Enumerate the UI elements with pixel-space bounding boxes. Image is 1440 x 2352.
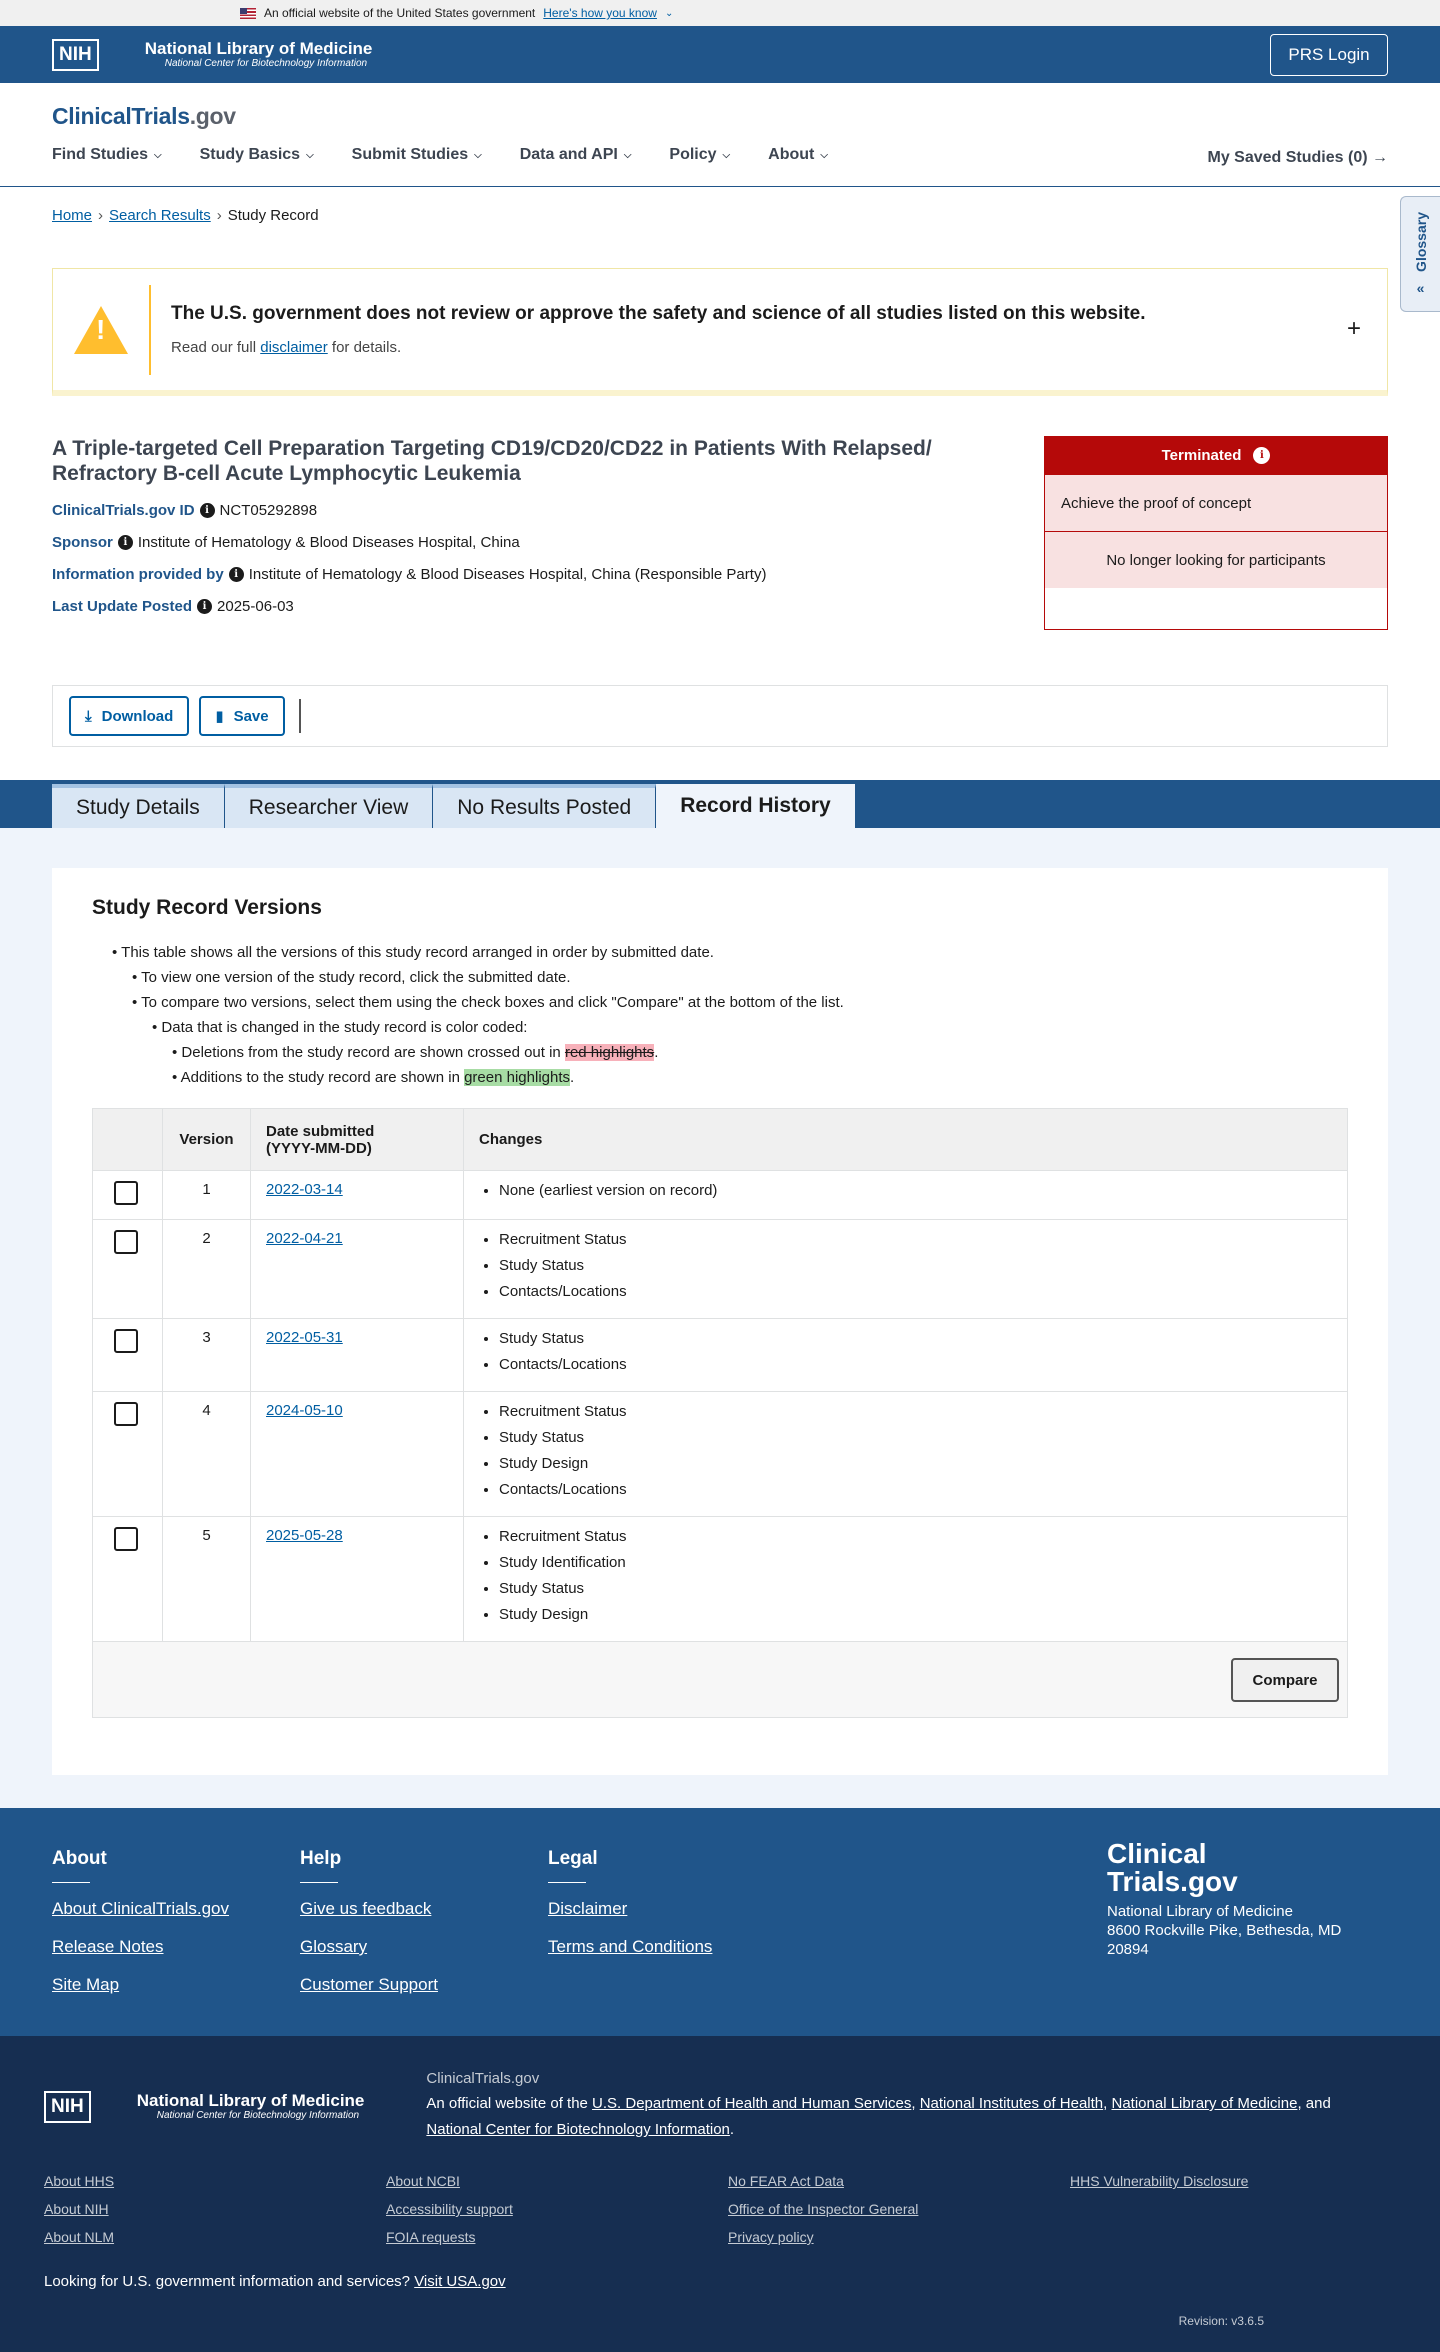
footer-help — [300, 1848, 548, 1996]
tab-researcher-view[interactable]: Researcher View — [225, 784, 434, 828]
footer-link[interactable]: Privacy policy — [728, 2229, 814, 2245]
usa-gov-line: Looking for U.S. government information and services? Visit USA.gov — [44, 2273, 506, 2290]
footer-link[interactable]: Terms and Conditions — [548, 1937, 713, 1956]
change-item: • Study Identification — [499, 1553, 1332, 1572]
footer-link[interactable]: Disclaimer — [548, 1899, 628, 1918]
nih-header — [0, 26, 1440, 83]
official-statement: An official website of the U.S. Department of Health and Human Services, National Institutes of Health, National Library of Medicine, and National Center for Biotechnology Information. — [426, 2095, 1331, 2138]
chevron-down-icon: ⌄ — [664, 7, 674, 19]
ncbi-subtitle: National Center for Biotechnology Information — [156, 2110, 360, 2121]
version-number: 3 — [163, 1319, 251, 1392]
tab-record-history[interactable]: Record History — [656, 784, 856, 828]
info-icon[interactable]: i — [229, 567, 244, 582]
date-header: Date submitted (YYYY-MM-DD) — [251, 1109, 464, 1171]
change-item: • Recruitment Status — [499, 1402, 1332, 1421]
version-checkbox[interactable] — [114, 1329, 138, 1353]
change-item: • Study Status — [499, 1329, 1332, 1348]
footer-link[interactable]: About ClinicalTrials.gov — [52, 1899, 229, 1918]
my-saved-studies-link[interactable]: My Saved Studies (0) → — [1207, 149, 1388, 166]
footer-heading: About — [52, 1848, 90, 1883]
footer-link[interactable]: Accessibility support — [386, 2201, 513, 2217]
change-item: • Recruitment Status — [499, 1527, 1332, 1546]
chevron-down-icon: ⌵ — [623, 149, 632, 161]
heres-how-you-know-link[interactable]: Here's how you know — [543, 6, 657, 20]
change-item: • Recruitment Status — [499, 1230, 1332, 1249]
version-number: 4 — [163, 1392, 251, 1517]
table-row — [93, 1171, 1348, 1220]
nav-submit-studies[interactable]: Submit Studies ⌵ — [351, 146, 482, 163]
version-checkbox[interactable] — [114, 1402, 138, 1426]
main-nav — [52, 146, 1388, 164]
change-item: • Contacts/Locations — [499, 1480, 1332, 1499]
nav-study-basics[interactable]: Study Basics ⌵ — [199, 146, 314, 163]
disclaimer-link[interactable]: disclaimer — [260, 339, 328, 356]
nih-logo-box: NIH — [52, 39, 99, 71]
info-icon[interactable]: i — [1253, 447, 1270, 464]
chevron-down-icon: ⌵ — [722, 149, 731, 161]
footer-logo — [1107, 1840, 1367, 1959]
change-item: • None (earliest version on record) — [499, 1181, 1332, 1200]
version-date-link[interactable]: 2022-03-14 — [266, 1181, 343, 1198]
table-row — [93, 1220, 1348, 1319]
version-checkbox[interactable] — [114, 1181, 138, 1205]
table-row — [93, 1517, 1348, 1642]
footer-about — [52, 1848, 300, 1996]
footer-address-name: National Library of Medicine — [1107, 1903, 1293, 1920]
nih-logo[interactable] — [52, 39, 372, 71]
footer-link[interactable]: Release Notes — [52, 1937, 164, 1956]
revision-text: Revision: v3.6.5 — [1178, 2314, 1264, 2328]
status-label: Terminated — [1161, 447, 1242, 464]
hhs-link[interactable]: U.S. Department of Health and Human Services — [592, 2095, 912, 2112]
recruitment-status: No longer looking for participants — [1045, 531, 1387, 588]
version-number: 5 — [163, 1517, 251, 1642]
last-update-label: Last Update Posted — [52, 598, 193, 615]
ncbi-link[interactable]: National Center for Biotechnology Information — [426, 2121, 730, 2138]
list-item: • Data that is changed in the study record is color coded: — [152, 1019, 528, 1036]
info-icon[interactable]: i — [197, 599, 212, 614]
nlm-link[interactable]: National Library of Medicine — [1111, 2095, 1298, 2112]
change-item: • Study Status — [499, 1428, 1332, 1447]
list-item: • This table shows all the versions of this study record arranged in order by submitted date. — [112, 944, 714, 961]
change-item: • Contacts/Locations — [499, 1355, 1332, 1374]
versions-table — [92, 1108, 1348, 1642]
breadcrumb-home[interactable]: Home — [52, 207, 93, 224]
footer-heading: Help — [300, 1848, 338, 1883]
usa-gov-link[interactable]: Visit USA.gov — [414, 2273, 506, 2290]
nav-data-api[interactable]: Data and API ⌵ — [519, 146, 632, 163]
footer-link[interactable]: Give us feedback — [300, 1899, 432, 1918]
compare-bar — [92, 1642, 1348, 1718]
record-history-section — [0, 828, 1440, 1808]
save-button[interactable]: ▮ Save — [199, 696, 284, 736]
record-tabs — [0, 780, 1440, 828]
download-icon: ⤓ — [85, 707, 92, 725]
info-icon[interactable]: i — [118, 535, 133, 550]
version-date-link[interactable]: 2022-05-31 — [266, 1329, 343, 1346]
footer-link[interactable]: Glossary — [300, 1937, 368, 1956]
breadcrumb-search-results[interactable]: Search Results — [109, 207, 211, 224]
list-item: • To compare two versions, select them using the check boxes and click "Compare" at the bottom of the list. — [132, 994, 844, 1011]
us-flag-icon — [240, 8, 256, 19]
info-icon[interactable]: i — [200, 503, 215, 518]
alert-text: Read our full disclaimer for details. — [171, 339, 402, 356]
warning-icon — [74, 306, 128, 354]
version-checkbox[interactable] — [114, 1230, 138, 1254]
version-number: 2 — [163, 1220, 251, 1319]
expand-plus-icon[interactable]: + — [1346, 315, 1361, 342]
versions-heading: Study Record Versions — [92, 896, 322, 919]
list-item: • To view one version of the study record, click the submitted date. — [132, 969, 571, 986]
footer-links — [44, 2173, 1396, 2245]
version-header: Version — [163, 1109, 251, 1171]
change-item: • Study Status — [499, 1256, 1332, 1275]
info-provided-value: Institute of Hematology & Blood Diseases Hospital, China (Responsible Party) — [248, 566, 767, 583]
nav-policy[interactable]: Policy ⌵ — [669, 146, 731, 163]
prs-login-button[interactable]: PRS Login — [1270, 34, 1388, 76]
nih-link[interactable]: National Institutes of Health — [919, 2095, 1104, 2112]
nav-find-studies[interactable]: Find Studies ⌵ — [52, 146, 162, 163]
list-item: • Additions to the study record are shown in green highlights. — [172, 1069, 575, 1086]
footer-link[interactable]: About HHS — [44, 2173, 115, 2189]
checkbox-header — [93, 1109, 163, 1171]
red-highlight-sample: red highlights — [564, 1044, 655, 1061]
breadcrumb-current: Study Record — [227, 207, 319, 224]
bookmark-icon: ▮ — [215, 708, 224, 725]
footer-link[interactable]: Site Map — [52, 1975, 120, 1994]
footer-link[interactable]: About NLM — [44, 2229, 115, 2245]
footer-link[interactable]: Office of the Inspector General — [728, 2201, 919, 2217]
change-item: • Study Design — [499, 1605, 1332, 1624]
tab-study-details[interactable]: Study Details — [52, 784, 225, 828]
arrow-right-icon: → — [1372, 149, 1388, 166]
nlm-title: National Library of Medicine — [144, 39, 373, 58]
chevron-right-icon: › — [216, 207, 222, 224]
change-item: • Study Design — [499, 1454, 1332, 1473]
chevron-down-icon: ⌵ — [820, 149, 828, 161]
compare-button[interactable]: Compare — [1231, 1658, 1339, 1702]
sponsor-label: Sponsor — [52, 534, 113, 551]
version-date-link[interactable]: 2024-05-10 — [266, 1402, 343, 1419]
table-row — [93, 1319, 1348, 1392]
status-header — [1045, 437, 1387, 474]
site-header — [0, 83, 1440, 187]
nlm-footer — [0, 2036, 1440, 2352]
study-id: NCT05292898 — [219, 502, 318, 519]
footer-heading: Legal — [548, 1848, 586, 1883]
gov-banner-text: An official website of the United States government — [264, 6, 536, 20]
footer-legal — [548, 1848, 796, 1996]
footer-link[interactable]: About NIH — [44, 2201, 109, 2217]
gov-banner — [0, 0, 1440, 26]
version-date-link[interactable]: 2022-04-21 — [266, 1230, 343, 1247]
footer-link[interactable]: No FEAR Act Data — [728, 2173, 844, 2189]
version-number: 1 — [163, 1171, 251, 1220]
double-chevron-left-icon: « — [1416, 279, 1425, 296]
chevron-down-icon: ⌵ — [306, 149, 314, 161]
ncbi-subtitle: National Center for Biotechnology Information — [164, 58, 368, 69]
footer-logo-line1: Clinical — [1107, 1838, 1207, 1869]
alert-title: The U.S. government does not review or approve the safety and science of all studies listed on this website. — [171, 303, 1146, 324]
glossary-label: Glossary — [1412, 212, 1429, 272]
study-header — [0, 396, 1440, 630]
chevron-down-icon: ⌵ — [474, 149, 482, 161]
disclaimer-alert — [52, 268, 1388, 396]
study-title: A Triple-targeted Cell Preparation Targeting CD19/CD20/CD22 in Patients With Relapsed/ Refractory B-cell Acute Lymphocytic Leukemia — [52, 437, 932, 485]
action-divider — [299, 699, 301, 733]
footer-link[interactable]: About NCBI — [386, 2173, 460, 2189]
sponsor-value: Institute of Hematology & Blood Diseases Hospital, China — [137, 534, 520, 551]
list-item: • Deletions from the study record are shown crossed out in red highlights. — [172, 1044, 659, 1061]
footer-logo-line2: Trials.gov — [1107, 1866, 1238, 1897]
footer-address: 8600 Rockville Pike, Bethesda, MD 20894 — [1107, 1922, 1342, 1958]
changes-header: Changes — [464, 1109, 1348, 1171]
info-provided-label: Information provided by — [52, 566, 224, 583]
footer-link[interactable]: HHS Vulnerability Disclosure — [1070, 2173, 1249, 2189]
green-highlight-sample: green highlights — [464, 1069, 571, 1086]
table-row — [93, 1392, 1348, 1517]
status-reason: Achieve the proof of concept — [1045, 474, 1387, 531]
breadcrumb — [0, 187, 1440, 244]
version-date-link[interactable]: 2025-05-28 — [266, 1527, 343, 1544]
nav-about[interactable]: About ⌵ — [768, 146, 828, 163]
nlm-title: National Library of Medicine — [136, 2091, 365, 2110]
download-button[interactable]: ⤓ Download — [69, 696, 189, 736]
nih-logo-box: NIH — [44, 2091, 91, 2123]
glossary-toggle[interactable] — [1400, 196, 1440, 312]
footer-site-name: ClinicalTrials.gov — [426, 2070, 540, 2087]
nih-footer-logo[interactable] — [44, 2070, 364, 2143]
clinicaltrials-logo[interactable]: ClinicalTrials.gov — [52, 103, 236, 129]
footer-link[interactable]: Customer Support — [300, 1975, 438, 1994]
chevron-down-icon: ⌵ — [154, 149, 162, 161]
status-panel — [1044, 436, 1388, 630]
footer-link[interactable]: FOIA requests — [386, 2229, 476, 2245]
tab-no-results-posted[interactable]: No Results Posted — [433, 784, 656, 828]
site-footer — [0, 1808, 1440, 2036]
change-item: • Contacts/Locations — [499, 1282, 1332, 1301]
versions-card — [52, 868, 1388, 1775]
version-checkbox[interactable] — [114, 1527, 138, 1551]
action-bar — [52, 685, 1388, 747]
change-item: • Study Status — [499, 1579, 1332, 1598]
id-label: ClinicalTrials.gov ID — [52, 502, 195, 519]
study-meta — [52, 502, 952, 615]
chevron-right-icon: › — [98, 207, 104, 224]
last-update-value: 2025-06-03 — [217, 598, 294, 615]
